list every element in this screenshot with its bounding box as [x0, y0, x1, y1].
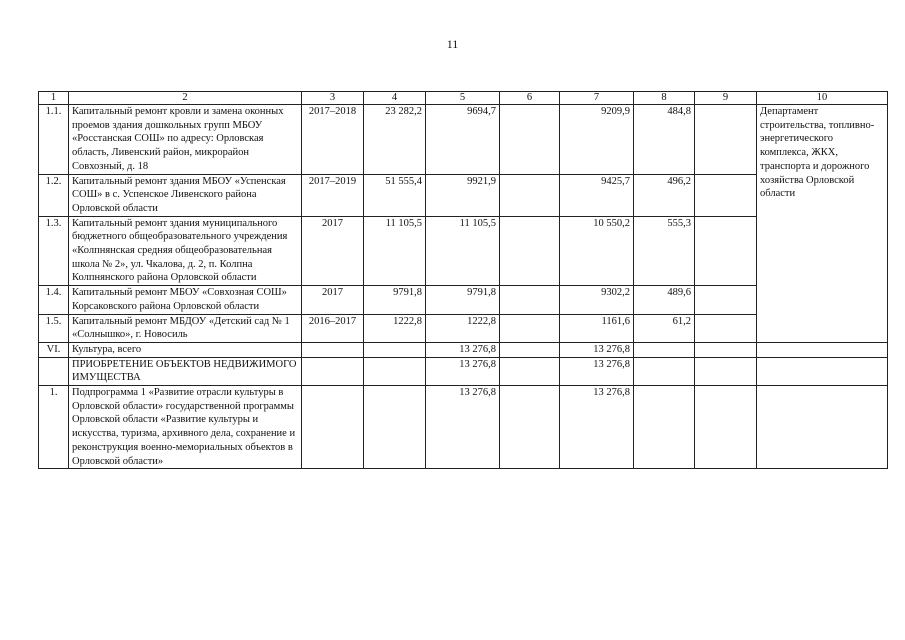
- row-col9: [695, 105, 757, 175]
- row-name: ПРИОБРЕТЕНИЕ ОБЪЕКТОВ НЕДВИЖИМОГО ИМУЩЕСТВА: [69, 357, 302, 385]
- table-row: [39, 386, 888, 469]
- header-cell: 4: [364, 92, 426, 105]
- row-col8: [634, 386, 695, 469]
- header-cell: 7: [560, 92, 634, 105]
- row-col6: [500, 357, 560, 385]
- header-cell: 5: [426, 92, 500, 105]
- row-period: 2016–2017: [302, 314, 364, 342]
- header-cell: 2: [69, 92, 302, 105]
- row-col5: 13 276,8: [426, 386, 500, 469]
- row-name: Капитальный ремонт МБОУ «Совхозная СОШ» Корсаковского района Орловской области: [69, 286, 302, 314]
- row-col5: 13 276,8: [426, 342, 500, 357]
- row-col7: 9302,2: [560, 286, 634, 314]
- row-period: 2017: [302, 216, 364, 286]
- row-name: Капитальный ремонт здания муниципального бюджетного общеобразовательного учреждения «Колпнянская средняя общеобразовательная школа № 2», ул. Чкалова, д. 2, п. Колпна Колпнянского района Орловской области: [69, 216, 302, 286]
- row-period: 2017–2019: [302, 174, 364, 216]
- row-number: 1.5.: [39, 314, 69, 342]
- row-total: 51 555,4: [364, 174, 426, 216]
- row-col5: 11 105,5: [426, 216, 500, 286]
- header-cell: 3: [302, 92, 364, 105]
- page-number: 11: [446, 37, 459, 51]
- row-name: Подпрограмма 1 «Развитие отрасли культуры в Орловской области» государственной программы Орловской области «Развитие культуры и искусства, туризма, архивного дела, сохранение и реконструкция военно-мемориальных объектов в Орловской области»: [69, 386, 302, 469]
- row-name: Капитальный ремонт здания МБОУ «Успенская СОШ» в с. Успенское Ливенского района Орловской области: [69, 174, 302, 216]
- row-number: VI.: [39, 342, 69, 357]
- row-col9: [695, 174, 757, 216]
- row-col6: [500, 286, 560, 314]
- row-col9: [695, 386, 757, 469]
- row-period: [302, 342, 364, 357]
- row-total: 11 105,5: [364, 216, 426, 286]
- header-cell: 9: [695, 92, 757, 105]
- row-col9: [695, 357, 757, 385]
- row-number: 1.3.: [39, 216, 69, 286]
- row-col6: [500, 216, 560, 286]
- responsible-department: Департамент строительства, топливно-энергетического комплекса, ЖКХ, транспорта и дорожного хозяйства Орловской области: [757, 105, 888, 343]
- budget-table: [38, 91, 888, 469]
- row-col7: 13 276,8: [560, 386, 634, 469]
- row-col9: [695, 342, 757, 357]
- header-cell: 1: [39, 92, 69, 105]
- row-total: [364, 386, 426, 469]
- header-cell: 8: [634, 92, 695, 105]
- header-row: [39, 92, 888, 105]
- row-total: 1222,8: [364, 314, 426, 342]
- row-col9: [695, 314, 757, 342]
- row-col5: 9791,8: [426, 286, 500, 314]
- row-col10: [757, 386, 888, 469]
- table-row: [39, 357, 888, 385]
- row-col9: [695, 286, 757, 314]
- row-total: 23 282,2: [364, 105, 426, 175]
- row-col7: 10 550,2: [560, 216, 634, 286]
- row-col5: 1222,8: [426, 314, 500, 342]
- table-row: [39, 342, 888, 357]
- row-col10: [757, 342, 888, 357]
- row-col8: 489,6: [634, 286, 695, 314]
- row-col5: 13 276,8: [426, 357, 500, 385]
- row-number: 1.4.: [39, 286, 69, 314]
- header-cell: 10: [757, 92, 888, 105]
- row-total: 9791,8: [364, 286, 426, 314]
- row-col10: [757, 357, 888, 385]
- row-col6: [500, 342, 560, 357]
- row-col7: 13 276,8: [560, 342, 634, 357]
- row-col8: [634, 342, 695, 357]
- row-name: Капитальный ремонт кровли и замена оконных проемов здания дошкольных групп МБОУ «Росстанская СОШ» по адресу: Орловская область, Ливенский район, микрорайон Совхозный, д. 18: [69, 105, 302, 175]
- table-row: [39, 105, 888, 175]
- row-period: 2017–2018: [302, 105, 364, 175]
- row-number: 1.: [39, 386, 69, 469]
- row-col8: 496,2: [634, 174, 695, 216]
- row-number: 1.1.: [39, 105, 69, 175]
- row-col7: 13 276,8: [560, 357, 634, 385]
- row-col8: 61,2: [634, 314, 695, 342]
- row-name: Капитальный ремонт МБДОУ «Детский сад № 1 «Солнышко», г. Новосиль: [69, 314, 302, 342]
- row-col6: [500, 314, 560, 342]
- row-col7: 9425,7: [560, 174, 634, 216]
- row-col6: [500, 105, 560, 175]
- row-col8: 555,3: [634, 216, 695, 286]
- row-col6: [500, 174, 560, 216]
- row-col5: 9694,7: [426, 105, 500, 175]
- row-total: [364, 357, 426, 385]
- row-period: [302, 386, 364, 469]
- row-col7: 9209,9: [560, 105, 634, 175]
- row-col9: [695, 216, 757, 286]
- row-col6: [500, 386, 560, 469]
- row-period: 2017: [302, 286, 364, 314]
- row-number: 1.2.: [39, 174, 69, 216]
- row-col7: 1161,6: [560, 314, 634, 342]
- row-period: [302, 357, 364, 385]
- header-cell: 6: [500, 92, 560, 105]
- row-col5: 9921,9: [426, 174, 500, 216]
- row-name: Культура, всего: [69, 342, 302, 357]
- row-total: [364, 342, 426, 357]
- row-number: [39, 357, 69, 385]
- row-col8: 484,8: [634, 105, 695, 175]
- row-col8: [634, 357, 695, 385]
